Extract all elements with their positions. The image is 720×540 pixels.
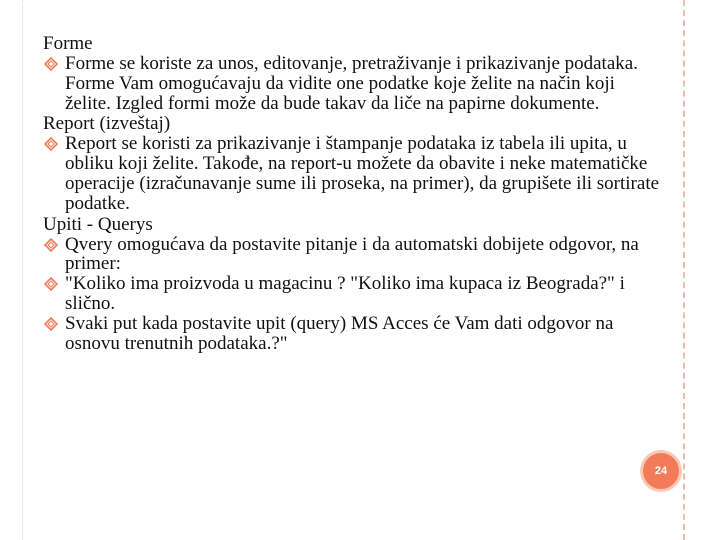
diamond-outline-icon	[44, 277, 58, 291]
bullet-text: Forme se koriste za unos, editovanje, pretraživanje i prikazivanje podataka. Forme Vam omogućavaju da vidite one podatke koje želite na način koji želite. Izgled formi može da bude takav da liče na papirne dokumente.	[65, 53, 638, 114]
bullet-item	[43, 314, 663, 354]
bullet-text: Svaki put kada postavite upit (query) MS Acces će Vam dati odgovor na osnovu trenutnih podataka.?"	[65, 312, 614, 354]
section-title-report: Report (izveštaj)	[43, 113, 171, 135]
page-number-badge: 24	[640, 450, 682, 492]
bullet-item	[43, 134, 663, 213]
bullet-text: Report se koristi za prikazivanje i štampanje podataka iz tabela ili upita, u obliku koji želite. Takođe, na report-u možete da obavite i neke matematičke operacije (izračunavanje sume ili proseka, na primer), da grupišete ili sortirate podatke.	[65, 133, 660, 214]
bullet-text: "Koliko ima proizvoda u magacinu ? "Koliko ima kupaca iz Beograda?" i slično.	[65, 273, 625, 314]
bullet-item	[43, 235, 663, 275]
diamond-outline-icon	[44, 137, 58, 151]
section-title-forme: Forme	[43, 33, 93, 54]
slide-right-border	[683, 0, 685, 540]
section-title-upiti: Upiti - Querys	[43, 213, 153, 235]
diamond-outline-icon	[44, 317, 58, 331]
slide-left-border	[22, 0, 23, 540]
bullet-text: Qvery omogućava da postavite pitanje i da automatski dobijete odgovor, na primer:	[65, 233, 639, 275]
diamond-outline-icon	[44, 238, 58, 252]
diamond-outline-icon	[44, 57, 58, 71]
bullet-item	[43, 54, 663, 113]
slide-content	[43, 33, 663, 353]
bullet-item	[43, 274, 663, 314]
